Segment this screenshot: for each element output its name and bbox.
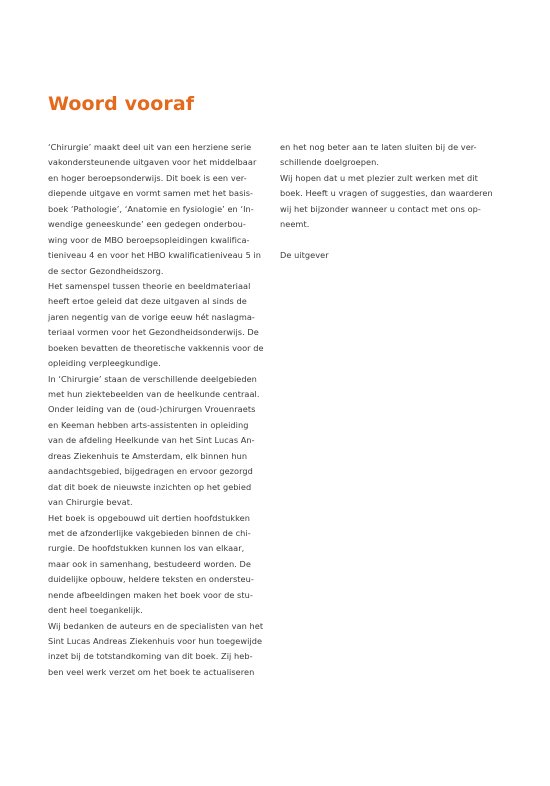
left-column-line: de sector Gezondheidszorg. <box>48 265 164 276</box>
body-column-left <box>48 140 268 680</box>
left-column-line: ben veel werk verzet om het boek te actualiseren <box>48 666 255 677</box>
left-column-line: en hoger beroepsonderwijs. Dit boek is een ver- <box>48 172 247 183</box>
left-column-line: tieniveau 4 en voor het HBO kwalificatieniveau 5 in <box>48 250 262 261</box>
right-column-line: schillende doelgroepen. <box>280 157 379 168</box>
left-column-line: diepende uitgave en vormt samen met het basis- <box>48 188 254 199</box>
left-column-line: wing voor de MBO beroepsopleidingen kwalifica- <box>48 234 250 245</box>
left-column-line: met hun ziektebeelden van de heelkunde centraal. <box>48 389 260 399</box>
left-column-line: boeken bevatten de theoretische vakkennis voor de <box>48 342 264 353</box>
left-column-line: van de afdeling Heelkunde van het Sint Lucas An- <box>48 435 255 446</box>
left-column-line: jaren negentig van de vorige eeuw hét naslagma- <box>48 311 255 322</box>
left-column-line: inzet bij de totstandkoming van dit boek. Zij heb- <box>48 651 253 662</box>
right-column-line: Wij hopen dat u met plezier zult werken met dit <box>280 172 478 183</box>
page-title: Woord vooraf <box>48 93 195 115</box>
left-column-line: vakondersteunende uitgaven voor het middelbaar <box>48 157 257 168</box>
left-column-line: en Keeman hebben arts-assistenten in opleiding <box>48 419 249 430</box>
left-column-line: dent heel toegankelijk. <box>48 605 143 616</box>
left-column-line: Wij bedanken de auteurs en de specialisten van het <box>48 620 264 631</box>
left-column-line: nende afbeeldingen maken het boek voor de stu- <box>48 589 253 600</box>
left-column-line: Sint Lucas Andreas Ziekenhuis voor hun toegewijde <box>48 636 263 646</box>
left-column-line: van Chirurgie bevat. <box>48 497 133 508</box>
right-column-line: neemt. <box>280 219 310 230</box>
left-column-line: maar ook in samenhang, bestudeerd worden. De <box>48 558 251 569</box>
right-column-line: wij het bijzonder wanneer u contact met ons op- <box>280 203 481 214</box>
left-column-line: rurgie. De hoofdstukken kunnen los van elkaar, <box>48 543 245 554</box>
left-column-line: met de afzonderlijke vakgebieden binnen de chi- <box>48 527 251 538</box>
left-column-line: aandachtsgebied, bijgedragen en ervoor gezorgd <box>48 466 253 477</box>
right-column-line: boek. Heeft u vragen of suggesties, dan waarderen <box>280 188 493 199</box>
left-column-line: Het samenspel tussen theorie en beeldmateriaal <box>48 280 251 291</box>
right-column-line: De uitgever <box>280 250 329 261</box>
left-column-line: heeft ertoe geleid dat deze uitgaven al sinds de <box>48 296 247 307</box>
left-column-line: Onder leiding van de (oud-)chirurgen Vrouenraets <box>48 404 256 415</box>
left-column-line: ‘Chirurgie’ maakt deel uit van een herziene serie <box>48 142 252 152</box>
left-column-line: opleiding verpleegkundige. <box>48 358 161 369</box>
left-column-line: wendige geneeskunde’ een gedegen onderbou- <box>48 219 246 230</box>
left-column-line: dreas Ziekenhuis te Amsterdam, elk binnen hun <box>48 450 248 461</box>
left-column-line: Het boek is opgebouwd uit dertien hoofdstukken <box>48 512 250 523</box>
body-column-right <box>280 140 495 264</box>
left-column-line: boek ‘Pathologie’, ‘Anatomie en fysiologie’ en ‘In- <box>48 203 254 214</box>
left-column-line: In ‘Chirurgie’ staan de verschillende deelgebieden <box>48 373 257 384</box>
right-column-line: en het nog beter aan te laten sluiten bij de ver- <box>280 142 477 152</box>
left-column-line: duidelijke opbouw, heldere teksten en onderstеu- <box>48 574 254 585</box>
left-column-line: dat dit boek de nieuwste inzichten op het gebied <box>48 481 252 492</box>
left-column-line: teriaal vormen voor het Gezondheidsonderwijs. De <box>48 327 259 338</box>
right-column-line <box>280 233 495 248</box>
